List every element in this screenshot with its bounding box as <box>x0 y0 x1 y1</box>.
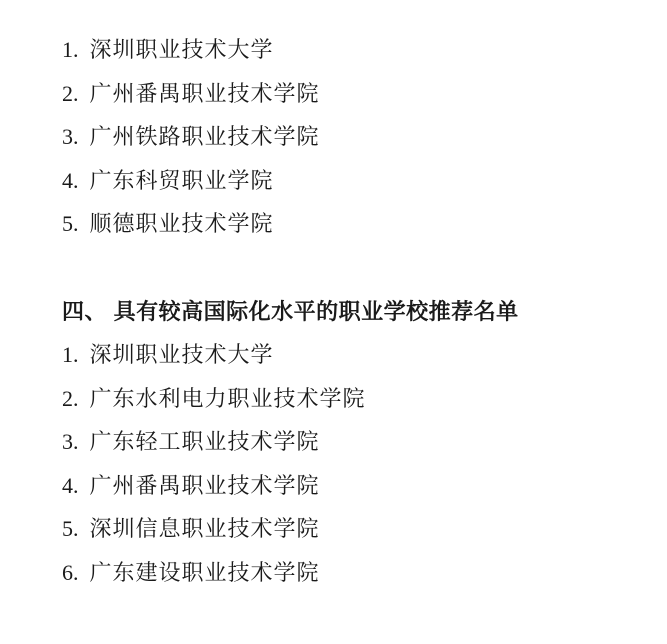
list-item <box>62 464 647 508</box>
item-text: 深圳信息职业技术学院 <box>89 516 320 541</box>
list-item <box>62 420 647 464</box>
item-number: 4. <box>62 167 79 193</box>
item-number: 4. <box>62 472 79 498</box>
item-text: 广东科贸职业学院 <box>89 167 274 193</box>
list-item <box>62 333 647 377</box>
item-text: 广州番禺职业技术学院 <box>89 472 320 498</box>
list-item <box>62 377 647 421</box>
item-number: 6. <box>62 559 79 585</box>
item-text: 广东建设职业技术学院 <box>89 559 320 585</box>
list-item <box>62 159 647 203</box>
item-number: 1. <box>62 37 79 62</box>
list-item <box>62 551 647 595</box>
item-text: 顺德职业技术学院 <box>89 211 274 236</box>
list-item <box>62 72 647 116</box>
section-heading: 四、 具有较高国际化水平的职业学校推荐名单 <box>62 298 519 324</box>
item-text: 深圳职业技术大学 <box>89 37 274 62</box>
item-text: 广东轻工职业技术学院 <box>89 429 320 454</box>
item-text: 深圳职业技术大学 <box>89 342 274 367</box>
item-number: 1. <box>62 342 79 367</box>
item-number: 3. <box>62 124 79 149</box>
item-number: 5. <box>62 211 79 236</box>
item-text: 广州铁路职业技术学院 <box>89 124 320 149</box>
item-number: 5. <box>62 516 79 541</box>
list-item <box>62 202 647 246</box>
item-number: 2. <box>62 80 79 106</box>
item-number: 2. <box>62 385 79 411</box>
item-text: 广东水利电力职业技术学院 <box>89 385 366 411</box>
list-item <box>62 28 647 72</box>
list-item <box>62 507 647 551</box>
item-text: 广州番禺职业技术学院 <box>89 80 320 106</box>
list-item <box>62 115 647 159</box>
item-number: 3. <box>62 429 79 454</box>
